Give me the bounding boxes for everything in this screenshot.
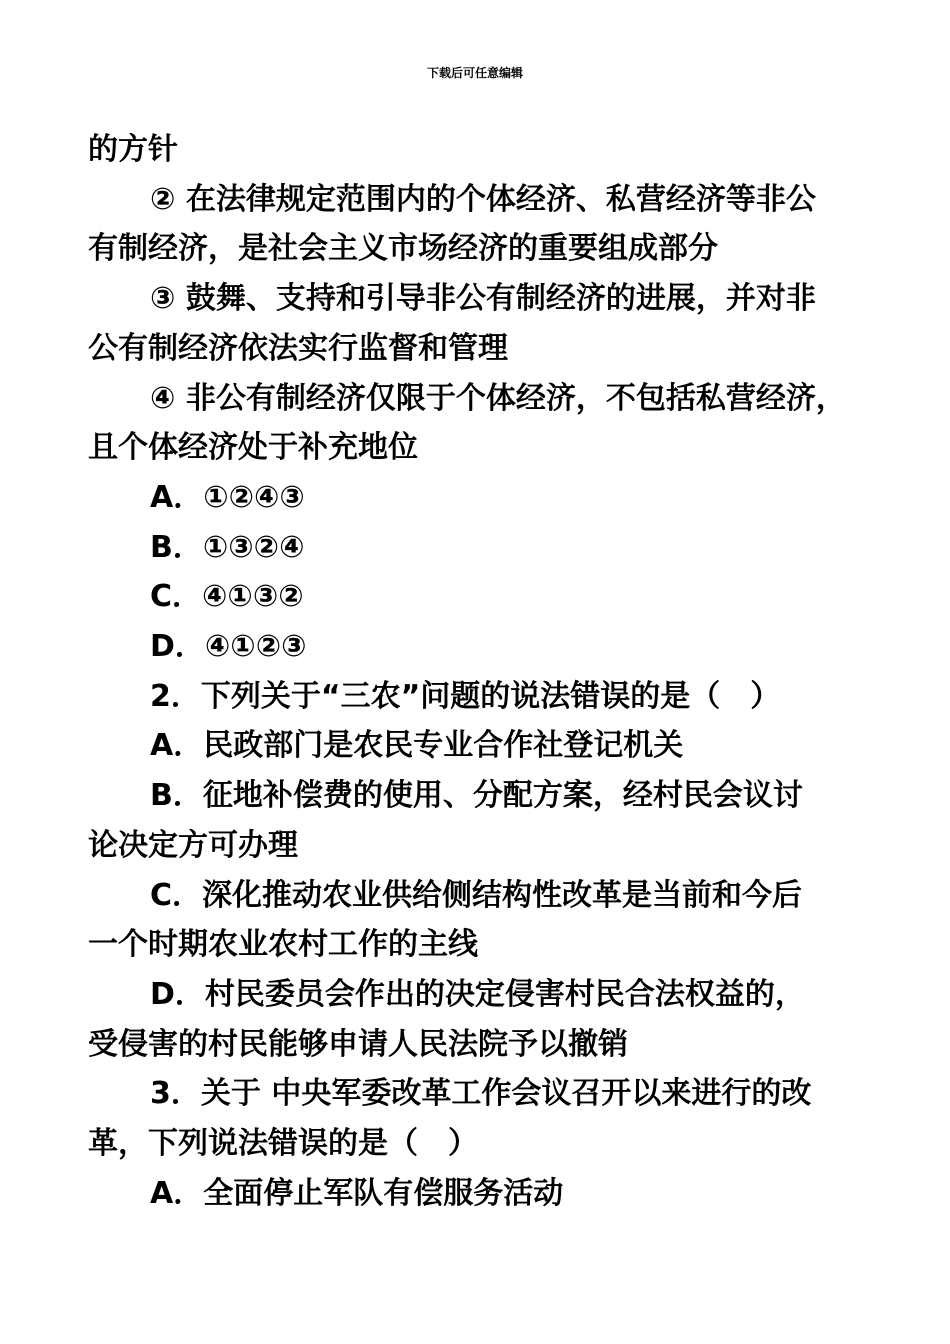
text-line: ② 在法律规定范围内的个体经济、私营经济等非公 bbox=[150, 181, 816, 217]
question-line: 3．关于 中央军委改革工作会议召开以来进行的改 bbox=[150, 1076, 812, 1112]
option-line: D．④①②③ bbox=[150, 629, 307, 665]
text-line: 且个体经济处于补充地位 bbox=[88, 430, 418, 466]
option-line: A．全面停止军队有偿服务活动 bbox=[150, 1175, 564, 1211]
page-header: 下载后可任意编辑 bbox=[426, 66, 523, 80]
option-line: D．村民委员会作出的决定侵害村民合法权益的， bbox=[150, 976, 805, 1012]
option-line: C．深化推动农业供给侧结构性改革是当前和今后 bbox=[150, 877, 803, 913]
text-line: 受侵害的村民能够申请人民法院予以撤销 bbox=[88, 1026, 628, 1062]
option-line: A．民政部门是农民专业合作社登记机关 bbox=[150, 728, 684, 764]
document-body bbox=[88, 125, 878, 1218]
option-line: B．征地补偿费的使用、分配方案，经村民会议讨 bbox=[150, 778, 803, 814]
text-line: 革，下列说法错误的是（ ） bbox=[88, 1126, 478, 1162]
text-line: 一个时期农业农村工作的主线 bbox=[88, 927, 478, 963]
text-line: 公有制经济依法实行监督和管理 bbox=[88, 330, 508, 366]
question-line: 2．下列关于“三农”问题的说法错误的是（ ） bbox=[150, 678, 781, 714]
option-line: C．④①③② bbox=[150, 579, 304, 615]
text-line: 论决定方可办理 bbox=[88, 827, 298, 863]
text-line: ③ 鼓舞、支持和引导非公有制经济的进展，并对非 bbox=[150, 281, 816, 317]
option-line: B．①③②④ bbox=[150, 529, 305, 565]
text-line: 有制经济，是社会主义市场经济的重要组成部分 bbox=[88, 231, 718, 267]
text-line: ④ 非公有制经济仅限于个体经济，不包括私营经济， bbox=[150, 380, 846, 416]
option-line: A．①②④③ bbox=[150, 479, 305, 515]
text-line: 的方针 bbox=[88, 132, 178, 167]
